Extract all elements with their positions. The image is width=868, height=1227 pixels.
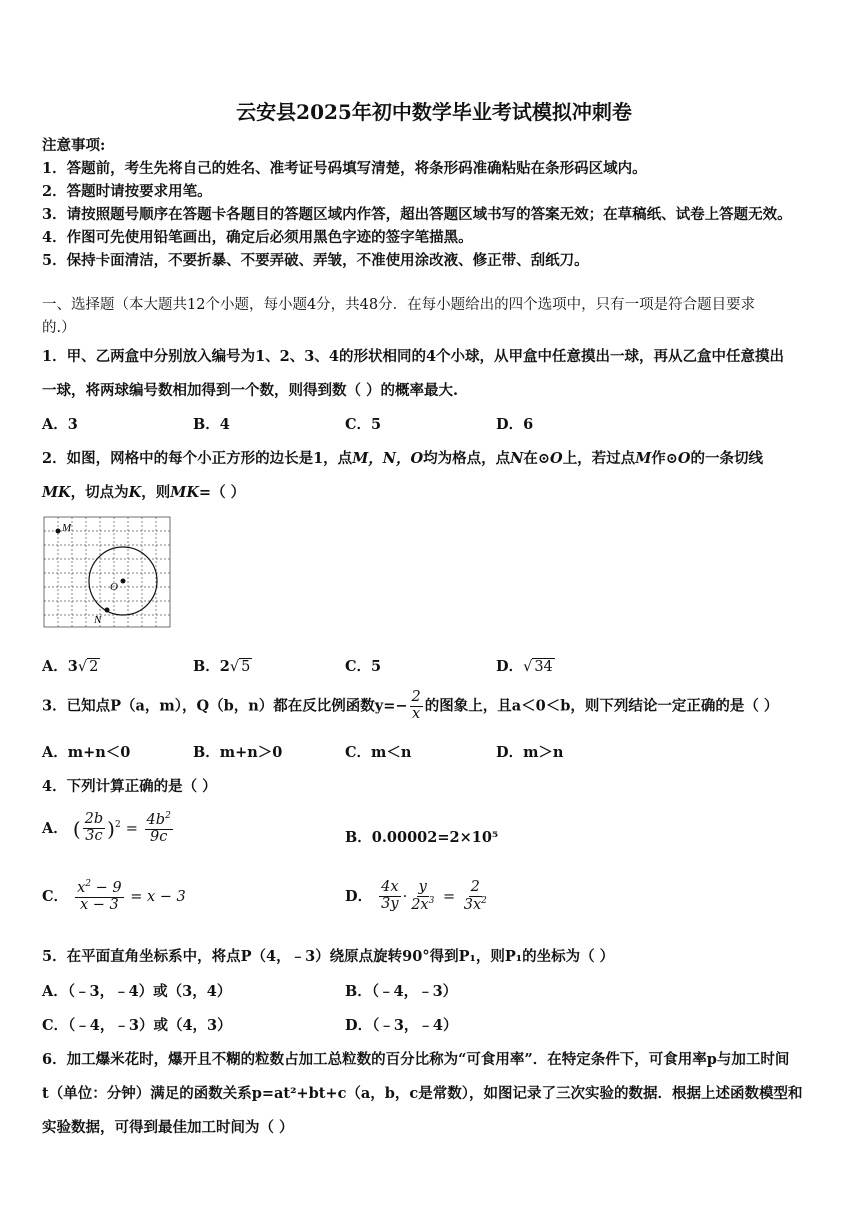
q2-point-n: N [510,450,524,467]
notice-item-1: 1．答题前，考生先将自己的姓名、准考证号码填写清楚，将条形码准确粘贴在条形码区域内。 [42,160,647,177]
q2-text: =（ ） [198,484,246,501]
q6-line1: 6．加工爆米花时，爆开且不糊的粒数占加工总粒数的百分比称为“可食用率”．在特定条件下，可食用率p与加工时间 [42,1051,790,1068]
q5-option-c: C．（﹣4，﹣3）或（4，3） [42,1017,232,1034]
q2-point-k: K [128,484,142,501]
q2-line1 [42,447,763,468]
q2-text: 在⊙ [523,450,551,467]
page-title: 云安县2025年初中数学毕业考试模拟冲刺卷 [236,100,632,124]
q2-option-b: B．2√ 5 [193,658,251,675]
notice-heading: 注意事项: [42,137,106,154]
q3-stem: 3．已知点P（a，m），Q（b，n）都在反比例函数y=− $\frac{2}{x}$ 的图象上，且a＜0＜b，则下列结论一定正确的是（ ） [42,689,779,722]
q5-option-d: D．（﹣3，﹣4） [345,1017,458,1034]
notice-item-4: 4．作图可先使用铅笔画出，确定后必须用黑色字迹的签字笔描黑。 [42,229,473,246]
q3-option-d: D．m＞n [496,744,564,761]
q2-segment: MK [170,484,199,501]
q2-points: M，N，O [352,450,424,467]
notice-item-3: 3．请按照题号顺序在答题卡各题目的答题区域内作答，超出答题区域书写的答案无效；在草稿纸、试卷上答题无效。 [42,206,792,223]
point-n [105,608,110,613]
point-o [121,579,126,584]
q4-option-a: A． ( $\frac{2b}{3c}$ )$^2$ = $\frac{4b^2}{9c}$ [42,811,171,845]
section-heading-line1: 一、选择题（本大题共12个小题，每小题4分，共48分．在每小题给出的四个选项中，只有一项是符合题目要求 [42,297,756,313]
notice-item-2: 2．答题时请按要求用笔。 [42,183,212,200]
q1-line1: 1．甲、乙两盒中分别放入编号为1、2、3、4的形状相同的4个小球，从甲盒中任意摸出一球，再从乙盒中任意摸出 [42,348,785,365]
q2-text: 均为格点，点 [423,450,511,467]
q5-option-a: A．（﹣3，﹣4）或（3，4） [42,983,232,1000]
q3-option-c: C．m＜n [345,744,412,761]
q2-text: ，则 [141,484,171,501]
q2-text: 的一条切线 [690,450,764,467]
q4-option-b: B．0.00002=2×10⁵ [345,829,499,846]
q2-point-o: O [677,450,691,467]
q2-text: ，切点为 [70,484,129,501]
q2-point-o: O [550,450,563,467]
q2-text: 2．如图，网格中的每个小正方形的边长是1，点 [42,450,353,467]
q2-text: 上，若过点 [562,450,636,467]
q2-text: 作⊙ [651,450,678,467]
q5-stem: 5．在平面直角坐标系中，将点P（4，﹣3）绕原点旋转90°得到P₁，则P₁的坐标为（ ） [42,948,615,965]
q2-line2 [42,481,245,502]
q3-option-b: B．m+n＞0 [193,744,283,761]
q1-option-b: B．4 [193,416,230,433]
q3-option-a: A．m+n＜0 [42,744,131,761]
q1-option-c: C．5 [345,416,382,433]
point-m [56,529,61,534]
q2-grid-figure [42,515,172,630]
label-o: O [110,581,118,593]
notice-item-5: 5．保持卡面清洁，不要折暴、不要弄破、弄皱，不准使用涂改液、修正带、刮纸刀。 [42,252,589,269]
q4-option-d: D． $\frac{4x}{3y}$ · $\frac{y}{2x^3}$ = $\frac{2}{3x^2}$ [345,879,487,913]
label-n: N [94,614,102,626]
q4-stem: 4．下列计算正确的是（ ） [42,778,217,795]
q4-option-c: C． $\frac{x^2 - 9}{x - 3}$ = x − 3 [42,879,186,913]
label-m: M [62,522,72,534]
q2-option-d: D．√ 34 [496,658,553,675]
q2-option-c: C．5 [345,658,382,675]
q5-option-b: B．（﹣4，﹣3） [345,983,458,1000]
q6-line3: 实验数据，可得到最佳加工时间为（ ） [42,1119,294,1136]
q1-option-d: D．6 [496,416,534,433]
q2-segment: MK [42,484,71,501]
section-heading-line2: 的.） [42,320,76,336]
q2-point-m: M [635,450,652,467]
q1-option-a: A．3 [42,416,78,433]
q1-line2: 一球，将两球编号数相加得到一个数，则得到数（ ）的概率最大. [42,382,459,399]
q6-line2: t（单位：分钟）满足的函数关系p=at²+bt+c（a，b，c是常数），如图记录了三次实验的数据．根据上述函数模型和 [42,1085,803,1102]
q2-option-a: A．3√ 2 [42,658,99,675]
